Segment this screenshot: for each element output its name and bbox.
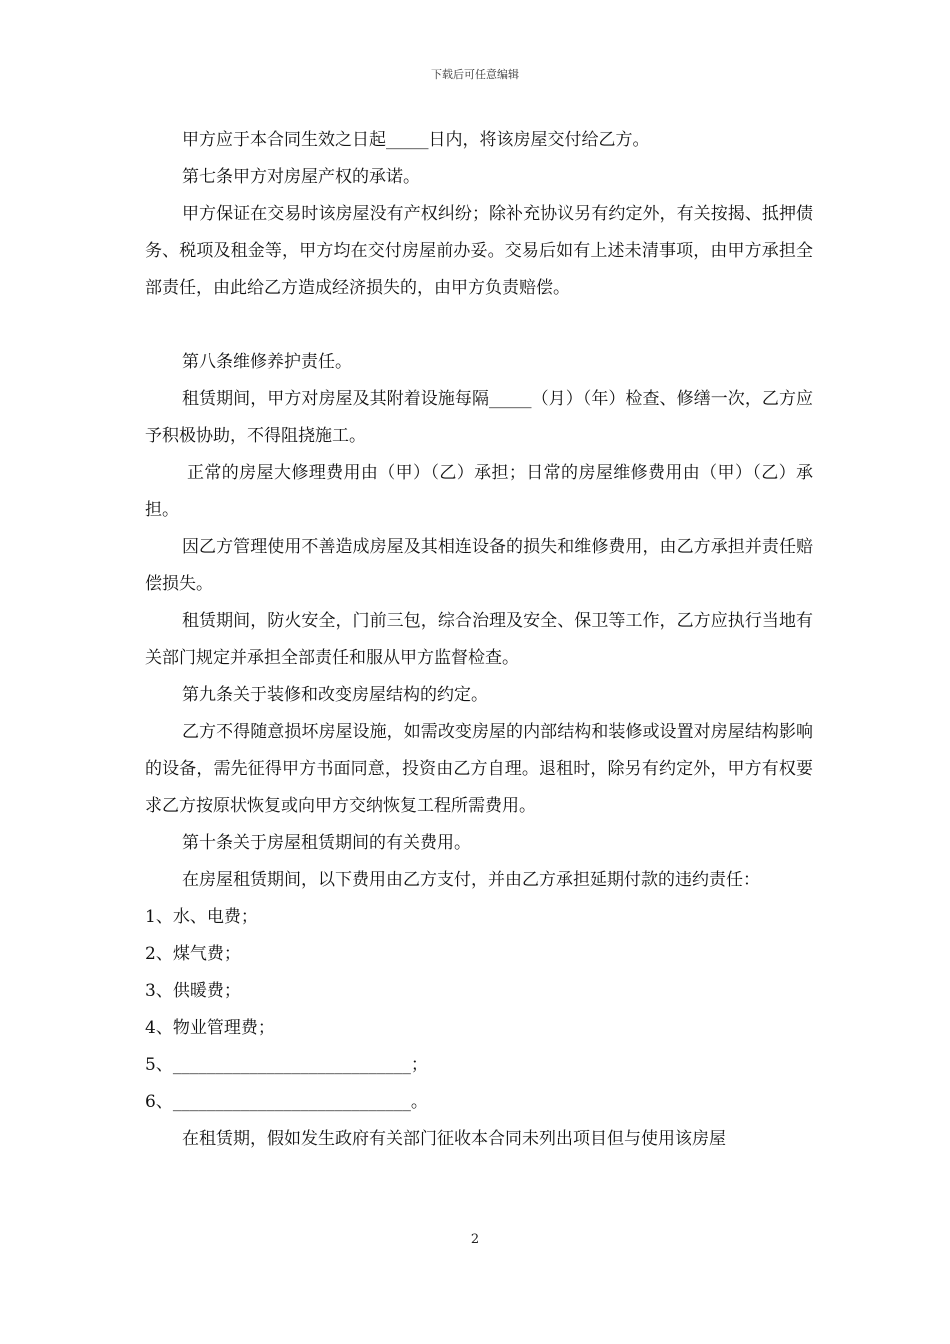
blank-line (145, 307, 813, 344)
fee-item: 1、水、电费； (145, 907, 258, 927)
paragraph-repair-costs: 正常的房屋大修理费用由（甲）（乙）承担；日常的房屋维修费用由（甲）（乙）承担。 (145, 463, 813, 520)
page-header: 下载后可任意编辑 (431, 68, 519, 81)
paragraph-renovation: 乙方不得随意损坏房屋设施，如需改变房屋的内部结构和装修或设置对房屋结构影响的设备，需先征得甲方书面同意，投资由乙方自理。退租时，除另有约定外，甲方有权要求乙方按原状恢复或向甲方交纳恢复工程所需费用。 (145, 722, 813, 816)
paragraph-closing: 在租赁期，假如发生政府有关部门征收本合同未列出项目但与使用该房屋 (182, 1129, 726, 1149)
fee-item: 5、____________________________； (145, 1055, 428, 1075)
paragraph-property-guarantee: 甲方保证在交易时该房屋没有产权纠纷；除补充协议另有约定外，有关按揭、抵押债务、税项及租金等，甲方均在交付房屋前办妥。交易后如有上述未清事项，由甲方承担全部责任，由此给乙方造成经济损失的，由甲方负责赔偿。 (145, 204, 813, 298)
page-number: 2 (470, 1232, 480, 1247)
fee-item: 3、供暖费； (145, 981, 241, 1001)
article-9-heading: 第九条关于装修和改变房屋结构的约定。 (182, 685, 488, 705)
document-body (145, 122, 813, 1158)
article-7-heading: 第七条甲方对房屋产权的承诺。 (182, 167, 420, 187)
article-8-heading: 第八条维修养护责任。 (182, 352, 352, 372)
paragraph-inspection: 租赁期间，甲方对房屋及其附着设施每隔_____（月）（年）检查、修缮一次，乙方应予积极协助，不得阻挠施工。 (145, 389, 813, 446)
paragraph-fees-intro: 在房屋租赁期间，以下费用由乙方支付，并由乙方承担延期付款的违约责任： (182, 870, 760, 890)
paragraph-fire-safety: 租赁期间，防火安全，门前三包，综合治理及安全、保卫等工作，乙方应执行当地有关部门规定并承担全部责任和服从甲方监督检查。 (145, 611, 813, 668)
fee-item: 2、煤气费； (145, 944, 241, 964)
article-10-heading: 第十条关于房屋租赁期间的有关费用。 (182, 833, 471, 853)
fee-item: 4、物业管理费； (145, 1018, 275, 1038)
fee-item: 6、____________________________。 (145, 1092, 428, 1112)
paragraph-delivery: 甲方应于本合同生效之日起_____日内，将该房屋交付给乙方。 (182, 130, 650, 150)
paragraph-damage-liability: 因乙方管理使用不善造成房屋及其相连设备的损失和维修费用，由乙方承担并责任赔偿损失。 (145, 537, 813, 594)
